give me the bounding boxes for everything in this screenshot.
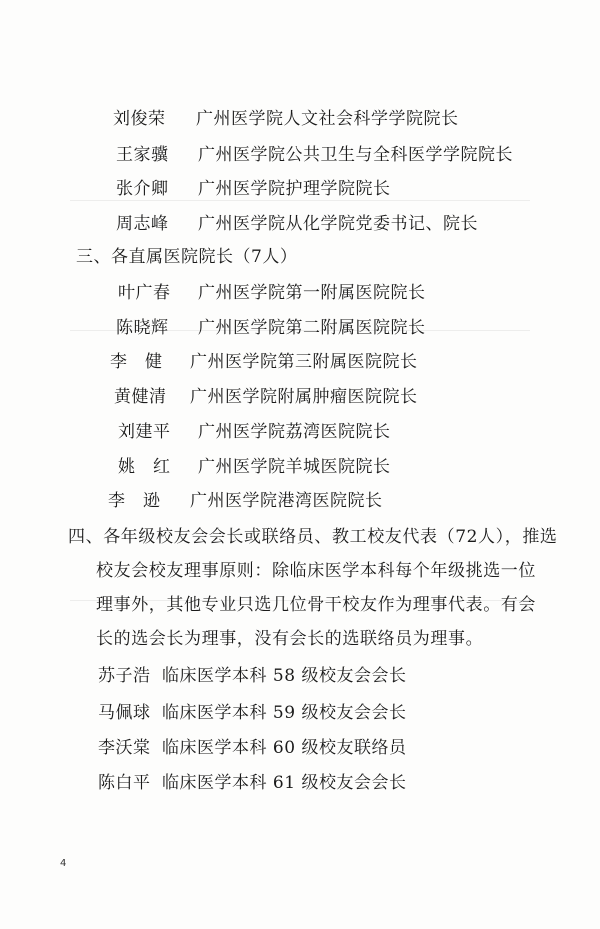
- person-title: 临床医学本科 61 级校友会会长: [162, 773, 407, 793]
- person-title: 广州医学院公共卫生与全科医学学院院长: [198, 145, 513, 165]
- person-name: 周志峰: [116, 214, 169, 234]
- paragraph-line: 理事外，其他专业只选几位骨干校友作为理事代表。有会: [96, 595, 536, 615]
- paragraph-line: 长的选会长为理事，没有会长的选联络员为理事。: [96, 629, 484, 649]
- person-name: 王家骥: [116, 145, 169, 165]
- person-name: 黄健清: [114, 387, 167, 407]
- page-number: 4: [60, 858, 67, 869]
- person-title: 广州医学院第二附属医院院长: [198, 318, 426, 338]
- person-name: 姚 红: [118, 457, 171, 477]
- person-title: 广州医学院人文社会科学学院院长: [196, 109, 459, 129]
- person-name: 苏子浩: [98, 666, 151, 686]
- person-title: 广州医学院羊城医院院长: [198, 457, 391, 477]
- person-title: 广州医学院荔湾医院院长: [198, 422, 391, 442]
- paragraph-line: 校友会校友理事原则：除临床医学本科每个年级挑选一位: [96, 561, 536, 581]
- person-name: 陈白平: [98, 773, 151, 793]
- section-heading: 四、各年级校友会会长或联络员、教工校友代表（72人），推选: [68, 527, 558, 547]
- person-name: 刘俊荣: [113, 109, 166, 129]
- section-paragraph: [68, 520, 558, 656]
- person-title: 广州医学院附属肿瘤医院院长: [190, 387, 418, 407]
- person-name: 李 逊: [108, 491, 161, 511]
- person-name: 陈晓辉: [116, 318, 169, 338]
- person-name: 刘建平: [118, 422, 171, 442]
- person-name: 马佩球: [98, 703, 151, 723]
- person-name: 叶广春: [118, 283, 171, 303]
- person-name: 李沃棠: [98, 738, 151, 758]
- person-title: 广州医学院港湾医院院长: [190, 491, 383, 511]
- person-title: 广州医学院第一附属医院院长: [198, 283, 426, 303]
- person-title: 临床医学本科 59 级校友会会长: [162, 703, 407, 723]
- section-heading: 三、各直属医院院长（7人）: [76, 247, 298, 267]
- person-title: 广州医学院从化学院党委书记、院长: [198, 214, 478, 234]
- person-name: 张介卿: [116, 179, 169, 199]
- person-title: 广州医学院护理学院院长: [198, 179, 391, 199]
- person-title: 临床医学本科 60 级校友联络员: [162, 738, 407, 758]
- person-title: 临床医学本科 58 级校友会会长: [162, 666, 407, 686]
- person-name: 李 健: [110, 352, 163, 372]
- person-title: 广州医学院第三附属医院院长: [190, 352, 418, 372]
- bleed-through-line: [70, 200, 530, 201]
